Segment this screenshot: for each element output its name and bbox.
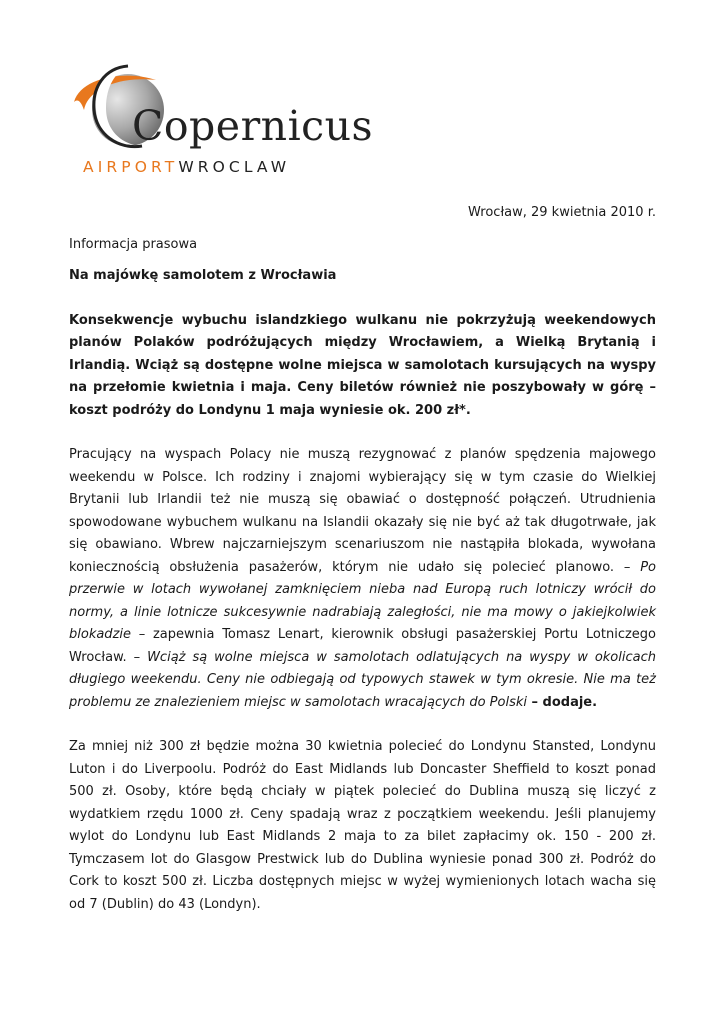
document-type-label: Informacja prasowa — [69, 236, 198, 252]
release-date: Wrocław, 29 kwietnia 2010 r. — [468, 205, 656, 220]
quote-closing: – dodaje. — [526, 694, 598, 710]
logo-wordmark: Copernicus — [132, 102, 374, 150]
logo-city-text: WROCLAW — [178, 158, 291, 176]
copernicus-logo — [66, 62, 374, 182]
paragraph-intro: Pracujący na wyspach Polacy nie muszą rezygnować z planów spędzenia majowego weekendu w Polsce. Ich rodziny i znajomi wybierający się w tym czasie do Wielkiej Brytanii lub Irlandii też nie muszą się obawiać o dostępność połączeń. Utrudnienia spowodowane wybuchem wulkanu na Islandii okazały się nie być aż tak długotrwałe, jak się obawiano. Wbrew najczarniejszym scenariuszom nie nastąpiła blokada, wywołana koniecznością obsłużenia pasażerów, którym nie udało się polecieć planowo. – — [69, 447, 656, 575]
logo-airport-text: AIRPORT — [83, 158, 179, 176]
logo-subtitle — [83, 158, 290, 176]
body-paragraph-1 — [69, 444, 656, 714]
quote-lenart-1: Po przerwie w lotach wywołanej zamknięciem nieba nad Europą ruch lotniczy wrócił do normy, a linie lotnicze sukcesywnie nadrabiają zaległości, nie ma mowy o jakiejkolwiek blokadzie — [69, 559, 656, 642]
press-release-body — [69, 202, 656, 916]
headline: Na majówkę samolotem z Wrocławia — [69, 268, 337, 283]
body-paragraph-2: Za mniej niż 300 zł będzie można 30 kwietnia polecieć do Londynu Stansted, Londynu Luton i do Liverpoolu. Podróż do East Midlands lub Doncaster Sheffield to koszt ponad 500 zł. Osoby, które będą chciały w piątek polecieć do Dublina muszą się liczyć z wydatkiem rzędu 1000 zł. Ceny spadają wraz z początkiem weekendu. Jeśli planujemy wylot do Londynu lub East Midlands 2 maja to za bilet zapłacimy ok. 150 - 200 zł. Tymczasem lot do Glasgow Prestwick lub do Dublina wyniesie ponad 300 zł. Podróż do Cork to koszt 500 zł. Liczba dostępnych miejsc w wyżej wymienionych lotach wacha się od 7 (Dublin) do 43 (Londyn). — [69, 739, 656, 912]
lead-paragraph: Konsekwencje wybuchu islandzkiego wulkanu nie pokrzyżują weekendowych planów Polaków podróżujących między Wrocławiem, a Wielką Brytanią i Irlandią. Wciąż są dostępne wolne miejsca w samolotach kursujących na wyspy na przełomie kwietnia i maja. Ceny biletów również nie poszybowały w górę – koszt podróży do Londynu 1 maja wyniesie ok. 200 zł*. — [69, 312, 656, 418]
quote-lenart-2: Wciąż są wolne miejsca w samolotach odlatujących na wyspy w okolicach długiego weekendu. Ceny nie odbiegają od typowych stawek w tym okresie. Nie ma też problemu ze znalezieniem miejsc w samolotach wracających do Polski — [69, 649, 656, 710]
quote-attribution: – zapewnia Tomasz Lenart, kierownik obsługi pasażerskiej Portu Lotniczego Wrocław. – — [69, 627, 656, 665]
